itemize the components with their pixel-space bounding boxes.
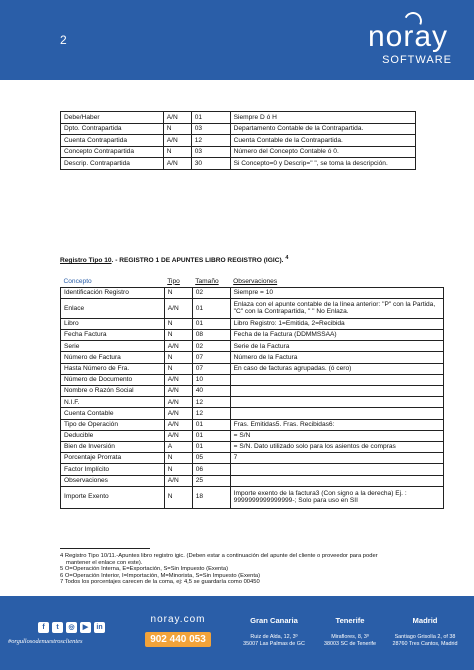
cell-concept: Fecha Factura bbox=[61, 330, 165, 341]
cell-notes bbox=[230, 464, 443, 475]
cell-notes: 7 bbox=[230, 453, 443, 464]
cell-size: 07 bbox=[192, 363, 230, 374]
contact-box bbox=[145, 614, 211, 654]
cell-concept: Bien de Inversión bbox=[61, 441, 165, 452]
cell-size: 01 bbox=[191, 112, 230, 124]
linkedin-icon[interactable]: in bbox=[94, 622, 105, 633]
cell-notes: Si Concepto=0 y Descrip=" ", se toma la descripción. bbox=[230, 158, 415, 170]
cell-concept: Libro bbox=[61, 318, 165, 329]
fields-table-continued bbox=[60, 111, 416, 170]
cell-type: A/N bbox=[164, 430, 192, 441]
office-address-line-1: Miraflores, 8, 3º bbox=[331, 634, 369, 640]
table-row bbox=[61, 112, 416, 124]
cell-type: N bbox=[164, 464, 192, 475]
social-links bbox=[38, 622, 105, 633]
table-row bbox=[61, 453, 444, 464]
cell-notes: Libro Registro: 1=Emitida, 2=Recibida bbox=[230, 318, 443, 329]
cell-type: A/N bbox=[163, 135, 191, 147]
office-madrid bbox=[385, 616, 465, 647]
cell-concept: Concepto Contrapartida bbox=[61, 146, 164, 158]
cell-size: 18 bbox=[192, 486, 230, 508]
cell-concept: Tipo de Operación bbox=[61, 419, 165, 430]
cell-notes: Serie de la Factura bbox=[230, 341, 443, 352]
page-header bbox=[0, 0, 474, 80]
cell-size: 02 bbox=[192, 287, 230, 298]
table-row bbox=[61, 374, 444, 385]
cell-concept: Hasta Número de Fra. bbox=[61, 363, 165, 374]
table-row bbox=[61, 158, 416, 170]
table-row bbox=[61, 419, 444, 430]
section-title-rest: . - REGISTRO 1 DE APUNTES LIBRO REGISTRO (IGIC). bbox=[111, 257, 284, 265]
youtube-icon[interactable]: ▶ bbox=[80, 622, 91, 633]
cell-size: 12 bbox=[192, 397, 230, 408]
table-row bbox=[61, 475, 444, 486]
cell-notes: Enlaza con el apunte contable de la línea anterior: "P" con la Partida, "C" con la Contrapartida, " " No Enlaza. bbox=[230, 298, 443, 318]
cell-type: A/N bbox=[164, 475, 192, 486]
hashtag: #orgullosodenuestrosclientes bbox=[8, 638, 83, 645]
footnote-5: 5 O=Operación Interna, E=Exportación, S=Sin Impuesto (Exenta) bbox=[60, 566, 229, 573]
cell-type: N bbox=[163, 123, 191, 135]
facebook-icon[interactable]: f bbox=[38, 622, 49, 633]
cell-size: 07 bbox=[192, 352, 230, 363]
cell-type: A/N bbox=[164, 397, 192, 408]
cell-concept: Serie bbox=[61, 341, 165, 352]
table-row bbox=[61, 464, 444, 475]
office-name: Madrid bbox=[412, 616, 438, 625]
cell-size: 08 bbox=[192, 330, 230, 341]
cell-concept: Nombre o Razón Social bbox=[61, 386, 165, 397]
section-title-underlined: Registro Tipo 10 bbox=[60, 257, 112, 265]
cell-type: A/N bbox=[164, 386, 192, 397]
footnote-divider bbox=[60, 548, 150, 549]
table-row bbox=[61, 486, 444, 508]
cell-type: N bbox=[164, 318, 192, 329]
cell-concept: Observaciones bbox=[61, 475, 165, 486]
table-row bbox=[61, 330, 444, 341]
cell-type: A/N bbox=[164, 341, 192, 352]
office-address-line-1: Ruiz de Alda, 12, 3º bbox=[250, 634, 298, 640]
cell-notes bbox=[230, 408, 443, 419]
cell-size: 01 bbox=[192, 419, 230, 430]
office-tenerife bbox=[310, 616, 390, 647]
cell-concept: Número de Documento bbox=[61, 374, 165, 385]
cell-concept: Descrip. Contrapartida bbox=[61, 158, 164, 170]
cell-notes: Fecha de la Factura (DDMMSSAA) bbox=[230, 330, 443, 341]
cell-type: A/N bbox=[164, 298, 192, 318]
office-address-line-1: Santiago Grisolía 2, of 38 bbox=[394, 634, 456, 640]
phone-number[interactable]: 902 440 053 bbox=[145, 632, 211, 647]
cell-concept: Dpto. Contrapartida bbox=[61, 123, 164, 135]
cell-size: 01 bbox=[192, 298, 230, 318]
cell-size: 40 bbox=[192, 386, 230, 397]
cell-type: N bbox=[164, 330, 192, 341]
logo-wordmark: noray bbox=[367, 20, 448, 53]
instagram-icon[interactable]: ◎ bbox=[66, 622, 77, 633]
cell-notes: En caso de facturas agrupadas. (ó cero) bbox=[230, 363, 443, 374]
table-row bbox=[61, 352, 444, 363]
footnote-6: 6 O=Operación Interior, I=Importación, M=Minorista, S=Sin Impuesto (Exenta) bbox=[60, 572, 261, 579]
office-name: Gran Canaria bbox=[250, 616, 298, 625]
cell-type: N bbox=[164, 363, 192, 374]
table-row bbox=[61, 135, 416, 147]
footnote-4-continued: mantener el enlace con este). bbox=[66, 559, 143, 566]
table-row bbox=[61, 408, 444, 419]
cell-size: 30 bbox=[191, 158, 230, 170]
header-type: Tipo bbox=[164, 276, 192, 287]
cell-type: A/N bbox=[163, 158, 191, 170]
header-concept: Concepto bbox=[61, 276, 165, 287]
cell-concept: Deducible bbox=[61, 430, 165, 441]
table-row bbox=[61, 123, 416, 135]
page-footer bbox=[0, 596, 474, 670]
office-name: Tenerife bbox=[335, 616, 365, 625]
cell-notes: = S/N. Dato utilizado solo para los asientos de compras bbox=[230, 441, 443, 452]
office-address-line-2: 35007 Las Palmas de GC bbox=[243, 640, 305, 647]
website-link[interactable]: noray.com bbox=[150, 614, 206, 625]
header-notes: Observaciones bbox=[230, 276, 443, 287]
cell-size: 25 bbox=[192, 475, 230, 486]
footnotes bbox=[60, 548, 444, 586]
cell-size: 03 bbox=[191, 146, 230, 158]
register-10-table bbox=[60, 276, 444, 509]
cell-notes bbox=[230, 397, 443, 408]
twitter-icon[interactable]: t bbox=[52, 622, 63, 633]
office-address-line-2: 38003 SC de Tenerife bbox=[323, 640, 377, 647]
table-row bbox=[61, 287, 444, 298]
cell-size: 12 bbox=[192, 408, 230, 419]
cell-concept: Identificación Registro bbox=[61, 287, 165, 298]
cell-notes: Número de la Factura bbox=[230, 352, 443, 363]
cell-size: 01 bbox=[192, 318, 230, 329]
cell-concept: Número de Factura bbox=[61, 352, 165, 363]
cell-size: 10 bbox=[192, 374, 230, 385]
cell-size: 02 bbox=[192, 341, 230, 352]
table-row bbox=[61, 363, 444, 374]
cell-notes: Cuenta Contable de la Contrapartida. bbox=[230, 135, 415, 147]
table-row bbox=[61, 146, 416, 158]
cell-concept: Importe Exento bbox=[61, 486, 165, 508]
office-address-line-2: 28760 Tres Cantos, Madrid bbox=[392, 640, 458, 647]
cell-concept: Porcentaje Prorrata bbox=[61, 453, 165, 464]
logo-subtitle: SOFTWARE bbox=[382, 54, 452, 66]
table-row bbox=[61, 430, 444, 441]
cell-size: 06 bbox=[192, 464, 230, 475]
cell-concept: Factor Implícito bbox=[61, 464, 165, 475]
cell-notes: = S/N bbox=[230, 430, 443, 441]
cell-notes: Siempre = 10 bbox=[230, 287, 443, 298]
cell-type: N bbox=[164, 352, 192, 363]
cell-type: A/N bbox=[164, 419, 192, 430]
cell-type: N bbox=[164, 486, 192, 508]
cell-concept: Cuenta Contable bbox=[61, 408, 165, 419]
table-row bbox=[61, 341, 444, 352]
cell-size: 05 bbox=[192, 453, 230, 464]
cell-type: A/N bbox=[163, 112, 191, 124]
cell-type: A bbox=[164, 441, 192, 452]
cell-concept: Debe/Haber bbox=[61, 112, 164, 124]
section-title-footnote-ref: 4 bbox=[285, 255, 289, 261]
cell-notes: Siempre D ó H bbox=[230, 112, 415, 124]
cell-size: 01 bbox=[192, 441, 230, 452]
table-row bbox=[61, 386, 444, 397]
cell-notes: Importe exento de la factura3 (Con signo a la derecha) Ej. : 9999999999999999-; Solo para uso en SII bbox=[230, 486, 443, 508]
cell-type: N bbox=[164, 453, 192, 464]
table-row bbox=[61, 318, 444, 329]
cell-type: A/N bbox=[164, 408, 192, 419]
cell-size: 03 bbox=[191, 123, 230, 135]
cell-concept: Cuenta Contrapartida bbox=[61, 135, 164, 147]
cell-notes: Fras. Emitidas5. Fras. Recibidas6: bbox=[230, 419, 443, 430]
table-row bbox=[61, 397, 444, 408]
cell-size: 12 bbox=[191, 135, 230, 147]
table-row bbox=[61, 441, 444, 452]
section-title bbox=[60, 255, 288, 264]
cell-notes: Departamento Contable de la Contrapartida. bbox=[230, 123, 415, 135]
footnote-7: 7 Todos los porcentajes carecen de la coma, ej: 4,5 se guardaría como 00450 bbox=[60, 579, 260, 586]
office-gran-canaria bbox=[234, 616, 314, 647]
cell-size: 01 bbox=[192, 430, 230, 441]
cell-notes bbox=[230, 374, 443, 385]
cell-concept: N.I.F. bbox=[61, 397, 165, 408]
cell-notes bbox=[230, 475, 443, 486]
cell-notes bbox=[230, 386, 443, 397]
cell-type: A/N bbox=[164, 374, 192, 385]
page-number: 2 bbox=[60, 33, 67, 47]
header-size: Tamaño bbox=[192, 276, 230, 287]
cell-concept: Enlace bbox=[61, 298, 165, 318]
cell-type: N bbox=[163, 146, 191, 158]
footnote-4: 4 Registro Tipo 10/11.-Apuntes libro registro igic. (Deben estar a continuación del apunte del cliente o proveedor para poder bbox=[60, 553, 378, 559]
table-header-row bbox=[61, 276, 444, 287]
table-row bbox=[61, 298, 444, 318]
cell-type: N bbox=[164, 287, 192, 298]
cell-notes: Número del Concepto Contable ó 0. bbox=[230, 146, 415, 158]
